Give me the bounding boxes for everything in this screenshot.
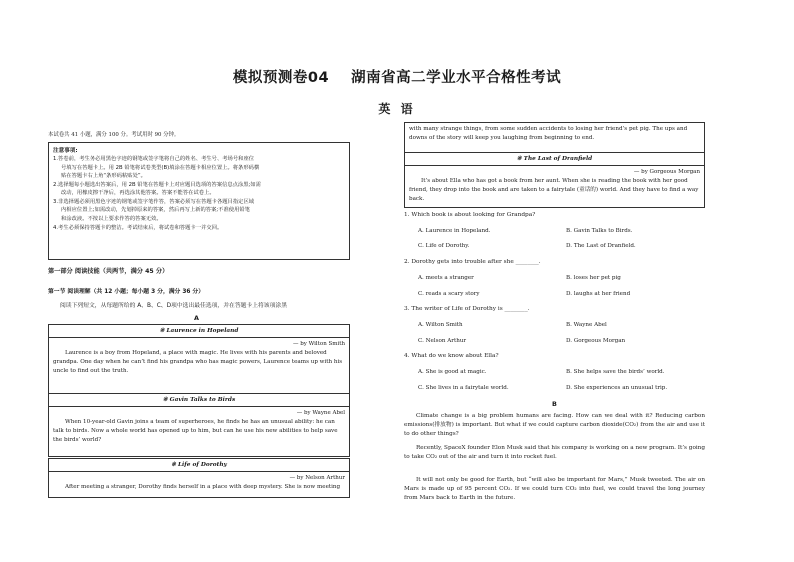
answer-option[interactable]: D. She experiences an unusual trip. — [566, 385, 668, 391]
book-description: When 10-year-old Gavin joins a team of superheroes, he finds he has an unusual ability: he can talk to birds. Now a whole world has opened up to him, but can he use his new abilities to help save the birds’ world? — [53, 418, 338, 443]
book-title: ※ Laurence in Hopeland — [49, 325, 349, 338]
answer-option[interactable]: D. The Last of Dranfield. — [566, 243, 636, 249]
answer-option[interactable]: A. Wilton Smith — [418, 322, 463, 328]
notice-item: 4.考生必须保持答题卡的整洁。考试结束后，将试卷和答题卡一并交回。 — [53, 224, 223, 231]
answer-option[interactable]: A. meets a stranger — [418, 275, 474, 281]
book-card — [48, 458, 350, 498]
exam-subject: 英 语 — [378, 102, 416, 116]
answer-option[interactable]: D. Gorgeous Morgan — [566, 338, 626, 344]
answer-option[interactable]: B. Gavin Talks to Birds. — [566, 228, 633, 234]
notice-item: 改动，用橡皮擦干净后，再选涂其他答案。答案不能答在试卷上。 — [61, 190, 215, 197]
notice-item: 和涂改液。不按以上要求作答的答案无效。 — [61, 216, 162, 223]
answer-option[interactable]: C. She lives in a fairytale world. — [418, 385, 509, 391]
book-title: ※ Life of Dorothy — [49, 459, 349, 472]
answer-option[interactable]: B. loses her pet pig — [566, 275, 621, 281]
notice-item: 号填写在答题卡上。用 2B 铅笔将试卷类型(B)填涂在答题卡相应位置上。将条形码横 — [61, 164, 260, 171]
book-card — [48, 393, 350, 457]
book-description: After meeting a stranger, Dorothy finds herself in a place with deep mystery. She is now meeting — [65, 483, 341, 490]
section-one-heading: 第一节 阅读理解（共 12 小题；每小题 3 分，满分 36 分） — [48, 289, 205, 295]
notice-item: 内相应位置上;如需改动，先划掉原来的答案，然后再写上新的答案;不准使用铅笔 — [61, 207, 250, 214]
book-title: ※ Gavin Talks to Birds — [49, 394, 349, 407]
book-author: — by Wayne Abel — [296, 410, 345, 416]
part-one-heading: 第一部分 阅读技能（共两节，满分 45 分） — [48, 268, 169, 275]
notice-item: 1.答卷前，考生务必用黑色字迹的钢笔或签字笔将自己的姓名、考生号、考场号和座位 — [53, 156, 255, 162]
exam-title — [0, 66, 794, 87]
question-stem: 1. Which book is about looking for Grandpa? — [404, 212, 536, 218]
continued-book-card — [404, 122, 705, 152]
question-stem: 3. The writer of Life of Dorothy is ________. — [404, 306, 530, 312]
answer-option[interactable]: C. Life of Dorothy. — [418, 243, 470, 249]
answer-option[interactable]: B. Wayne Abel — [566, 322, 607, 328]
passage-b-paragraph: It will not only be good for Earth, but “will also be important for Mars,” Musk tweeted. The air on Mars is made up of 95 percent CO₂. If we could turn CO₂ into fuel, we could travel the long journey from Mars back to Earth in the future. — [404, 477, 705, 502]
notice-title: 注意事项: — [53, 148, 78, 154]
answer-option[interactable]: C. Nelson Arthur — [418, 338, 467, 344]
reading-instruction: 阅读下列短文，从每题所给的 A、B、C、D项中选出最佳选项，并在答题卡上将该项涂黑 — [60, 303, 287, 309]
passage-a-letter: A — [194, 314, 199, 322]
book-description: Laurence is a boy from Hopeland, a place with magic. He lives with his parents and beloved grandpa. One day when he can’t find his grandpa who has magic powers, Laurence teams up with his uncle to find out the truth. — [53, 349, 343, 374]
book-card — [48, 324, 350, 394]
book-description: It’s about Ella who has got a book from her aunt. When she is reading the book with her good friend, they drop into the book and are taken to a fairytale (童话的) world. And they have to find a way back. — [409, 177, 699, 202]
question-stem: 4. What do we know about Ella? — [404, 353, 499, 359]
notice-item: 2.选择题每小题选出答案后，用 2B 铅笔在答题卡上对应题目选项的答案信息点涂黑;如需 — [53, 181, 261, 188]
passage-b-paragraph: Recently, SpaceX founder Elon Musk said that his company is working on a new program. It’s going to take CO₂ out of the air and turn it into rocket fuel. — [404, 445, 705, 461]
passage-b-paragraph: Climate change is a big problem humans are facing. How can we deal with it? Reducing carbon emissions(排放物) is important. But what if we could capture carbon dioxide(CO₂) from the air and use it to do other things? — [404, 413, 705, 438]
book-author: — by Gorgeous Morgan — [633, 169, 700, 175]
notice-box — [48, 142, 350, 260]
answer-option[interactable]: A. Laurence in Hopeland. — [418, 228, 491, 234]
notice-item: 贴在答题卡右上角“条形码粘贴处”。 — [61, 173, 146, 180]
exam-info-line: 本试卷共 41 小题，满分 100 分。考试用时 90 分钟。 — [48, 132, 180, 138]
answer-option[interactable]: A. She is good at magic. — [418, 369, 487, 375]
passage-b-letter: B — [552, 400, 557, 408]
book-author: — by Nelson Arthur — [289, 475, 345, 481]
answer-option[interactable]: C. reads a scary story — [418, 291, 480, 297]
answer-option[interactable]: D. laughs at her friend — [566, 291, 631, 297]
answer-option[interactable]: B. She helps save the birds’ world. — [566, 369, 665, 375]
question-stem: 2. Dorothy gets into trouble after she ________. — [404, 259, 541, 265]
notice-item: 3.非选择题必须用黑色字迹的钢笔或签字笔作答，答案必须写在答题卡各题目指定区域 — [53, 198, 255, 205]
exam-title-left: 模拟预测卷04 — [232, 70, 330, 86]
book-card — [404, 152, 705, 208]
book-title: ※ The Last of Dranfield — [405, 153, 704, 166]
exam-title-right: 湖南省高二学业水平合格性考试 — [351, 70, 562, 86]
continued-text: with many strange things, from some sudden accidents to losing her friend’s pet pig. The ups and downs of the story will keep you laughing from beginning to end. — [409, 126, 688, 141]
book-author: — by Wilton Smith — [292, 341, 345, 347]
